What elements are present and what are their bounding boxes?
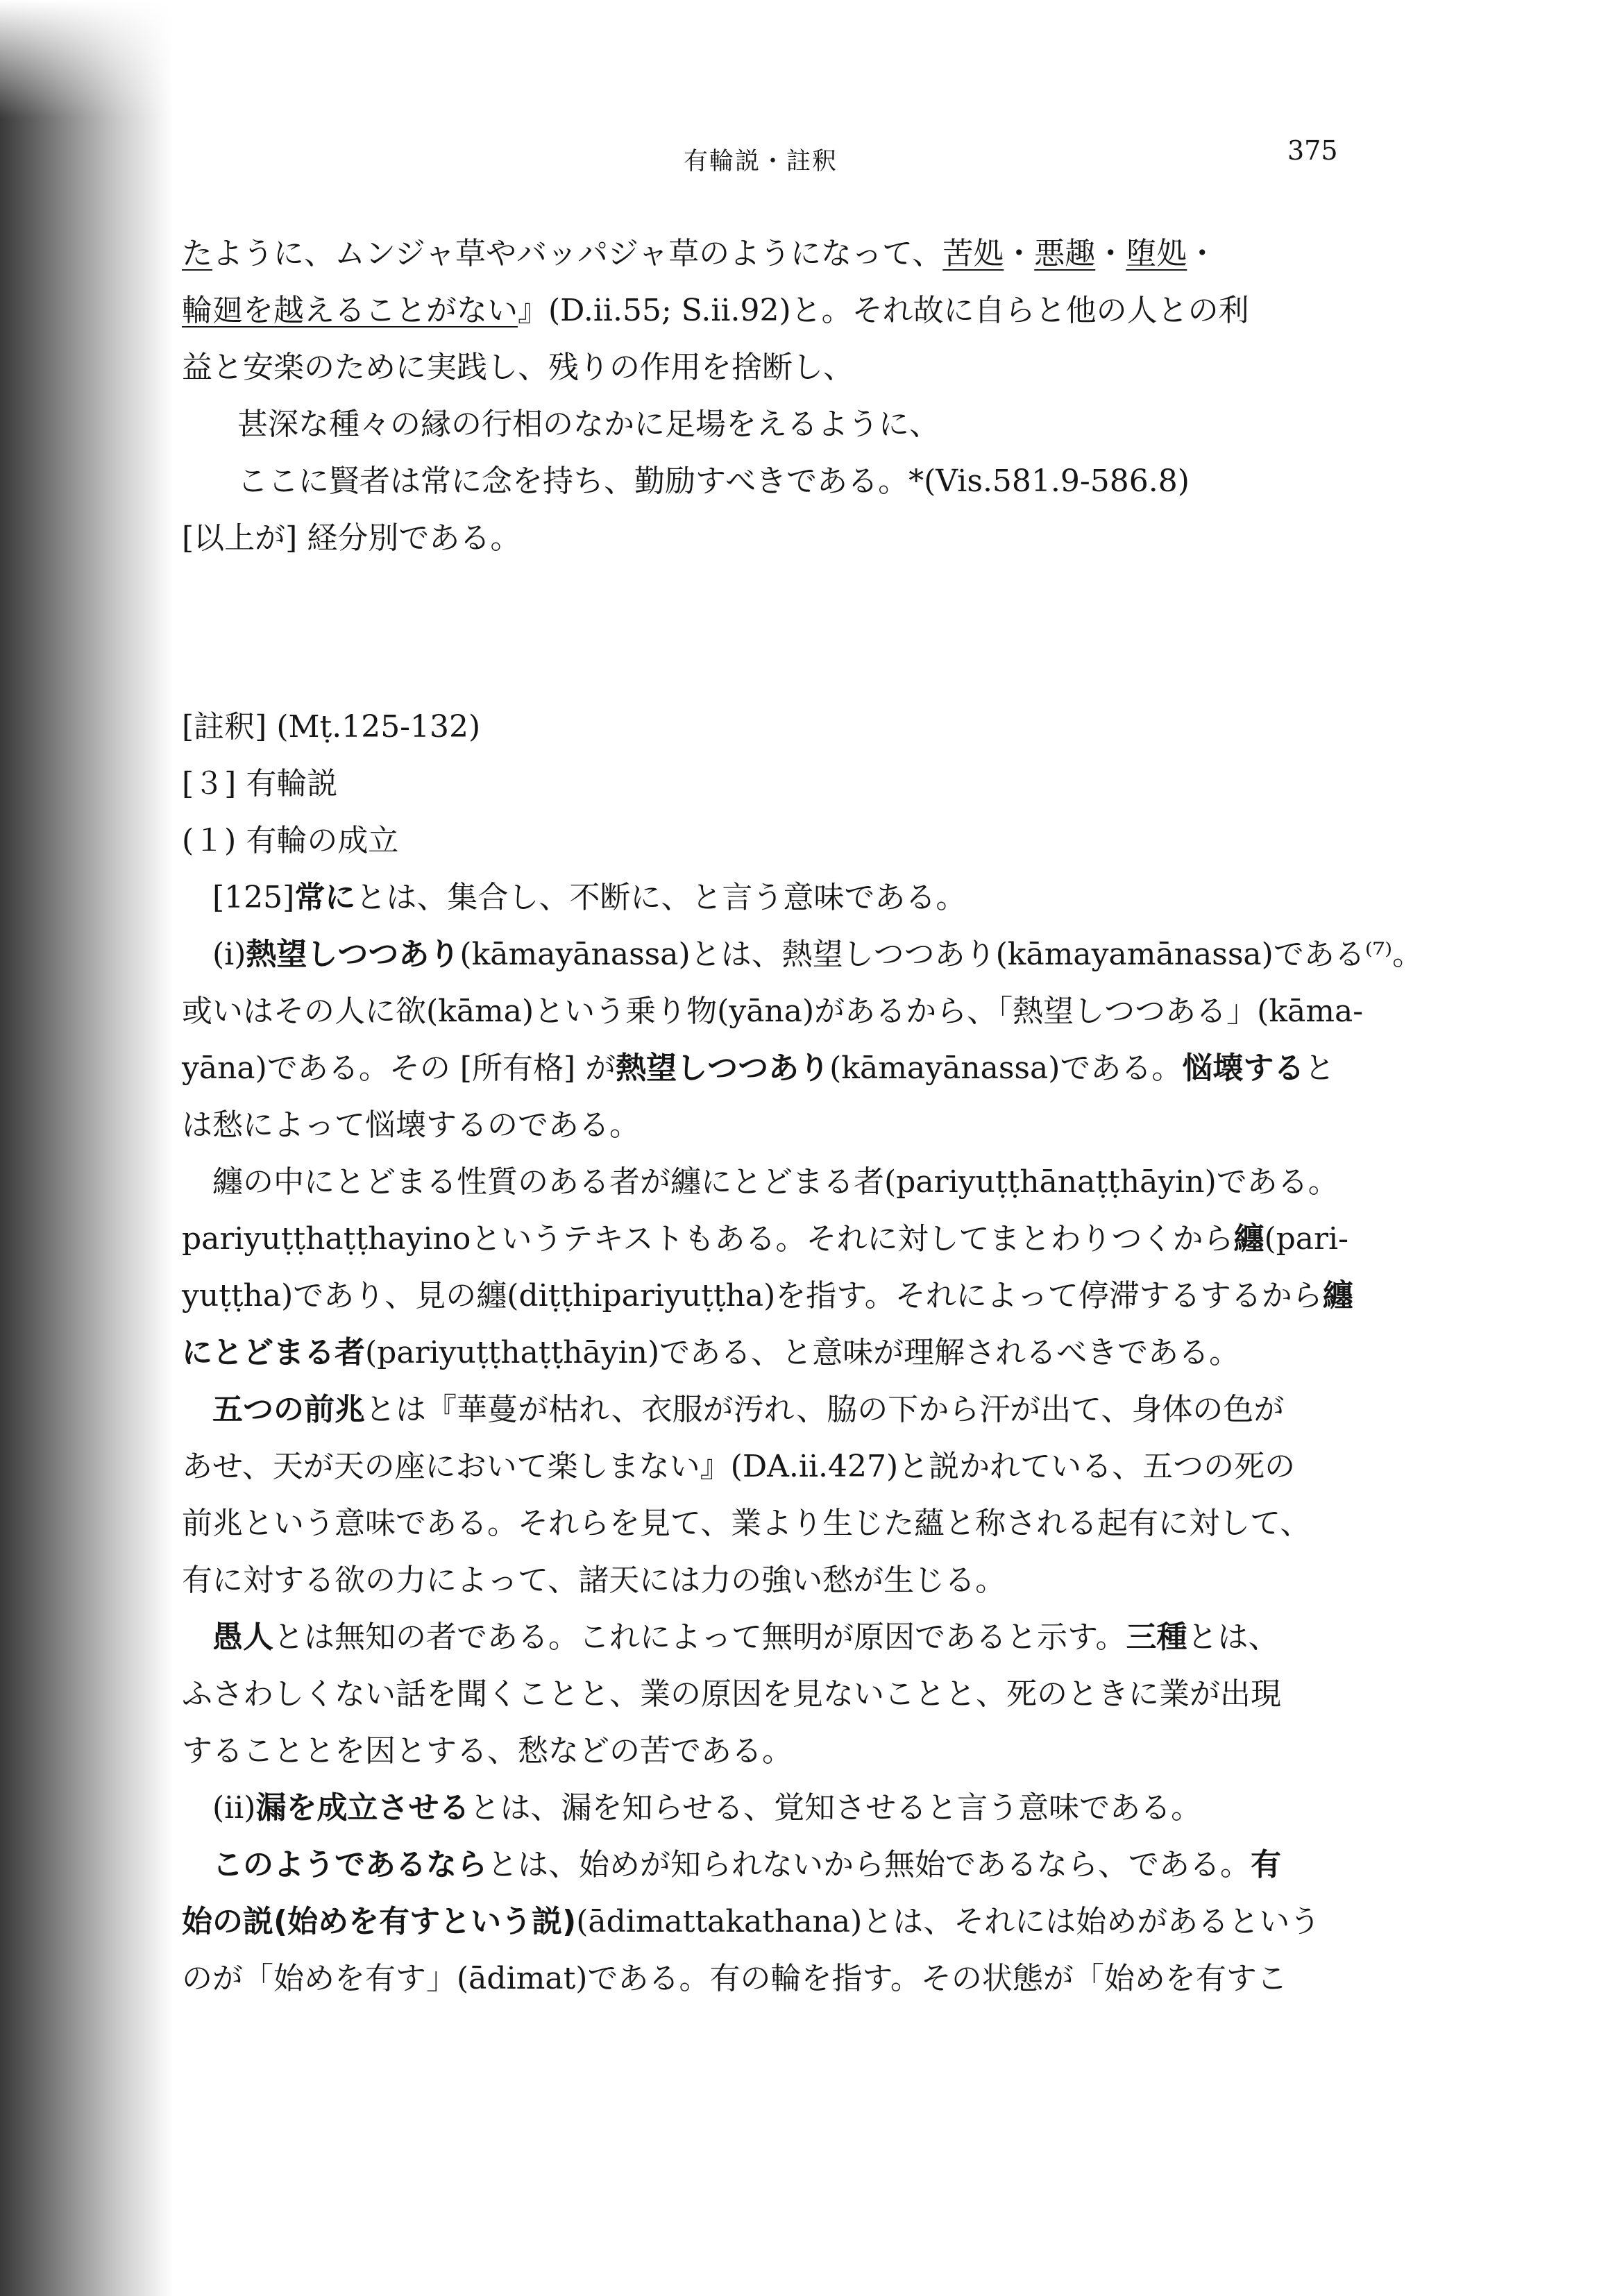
text-segment: は愁によって悩壊するのである。 bbox=[182, 1107, 640, 1143]
text-line bbox=[182, 699, 1403, 756]
page-header bbox=[0, 135, 1624, 184]
bold-term: 悩壊する bbox=[1182, 1051, 1305, 1086]
text-segment: ・ bbox=[1095, 236, 1126, 271]
text-segment: ここに賢者は常に念を持ち、勤励すべきである。*(Vis.581.9-586.8) bbox=[237, 464, 1190, 499]
binding-shadow bbox=[0, 0, 174, 2296]
text-segment: [以上が] 経分別である。 bbox=[182, 520, 521, 556]
section-gap bbox=[182, 567, 1403, 699]
bold-term: 始の説(始めを有すという説) bbox=[182, 1904, 577, 1939]
underlined-text: 悪趣 bbox=[1034, 236, 1096, 271]
text-line bbox=[182, 1097, 1403, 1154]
text-line bbox=[182, 1837, 1403, 1894]
bold-term: このようであるなら bbox=[212, 1847, 487, 1882]
text-segment: (kāmayānassa)とは、熱望しつつあり(kāmayamānassa)である⁽⁷⁾。 bbox=[459, 937, 1423, 972]
text-line bbox=[182, 339, 1403, 396]
text-segment: (１) 有輪の成立 bbox=[182, 823, 399, 858]
text-line bbox=[182, 813, 1403, 869]
text-segment: することとを因とする、愁などの苦である。 bbox=[182, 1733, 793, 1769]
page-number: 375 bbox=[1287, 135, 1338, 166]
text-segment: ・ bbox=[1187, 236, 1218, 271]
text-segment: [125] bbox=[212, 880, 295, 915]
text-line bbox=[182, 510, 1403, 567]
text-segment: とは、漏を知らせる、覚知させると言う意味である。 bbox=[469, 1790, 1202, 1826]
text-segment: とは、集合し、不断に、と言う意味である。 bbox=[355, 880, 967, 915]
running-title: 有輪説・註釈 bbox=[684, 148, 838, 176]
text-segment: 纏の中にとどまる性質のある者が纏にとどまる者(pariyuṭṭhānaṭṭhāyin)である。 bbox=[212, 1164, 1339, 1200]
text-line bbox=[182, 282, 1403, 339]
bold-term: 常に bbox=[294, 880, 356, 915]
text-segment: yāna)である。その [所有格] が bbox=[182, 1051, 616, 1086]
text-segment: あせ、天が天の座において楽しまない』(DA.ii.427)と説かれている、五つの死の bbox=[182, 1449, 1296, 1484]
text-segment: 甚深な種々の縁の行相のなかに足場をえるように、 bbox=[237, 407, 940, 442]
text-line bbox=[182, 1211, 1403, 1268]
text-line bbox=[182, 1552, 1403, 1609]
text-line bbox=[182, 226, 1403, 282]
bold-term: 纏 bbox=[1233, 1221, 1264, 1257]
underlined-text: 堕処 bbox=[1126, 236, 1187, 271]
text-line bbox=[182, 1438, 1403, 1495]
text-segment: 有に対する欲の力によって、諸天には力の強い愁が生じる。 bbox=[182, 1563, 1006, 1598]
text-segment: yuṭṭha)であり、見の纏(diṭṭhipariyuṭṭha)を指す。それによって停滞するするから bbox=[182, 1278, 1323, 1313]
text-segment: と bbox=[1304, 1051, 1335, 1086]
text-segment: ように、ムンジャ草やバッパジャ草のようになって、 bbox=[212, 236, 943, 271]
text-segment: ふさわしくない話を聞くことと、業の原因を見ないことと、死のときに業が出現 bbox=[182, 1676, 1281, 1712]
bold-term: 愚人 bbox=[212, 1619, 273, 1655]
text-segment: ・ bbox=[1004, 236, 1035, 271]
bold-term: 三種 bbox=[1126, 1619, 1187, 1655]
text-segment: 益と安楽のために実践し、残りの作用を捨断し、 bbox=[182, 350, 854, 385]
text-segment: (ii) bbox=[212, 1790, 256, 1826]
text-segment: [３] 有輪説 bbox=[182, 766, 338, 801]
text-line bbox=[182, 1780, 1403, 1837]
bold-term: 漏を成立させる bbox=[255, 1790, 470, 1826]
text-line bbox=[182, 1040, 1403, 1097]
text-segment: のが「始めを有す」(ādimat)である。有の輪を指す。その状態が「始めを有すこ bbox=[182, 1961, 1287, 1996]
text-line bbox=[182, 926, 1423, 983]
text-line bbox=[182, 1666, 1403, 1723]
text-segment: とは、 bbox=[1187, 1619, 1279, 1655]
text-segment: とは無知の者である。これによって無明が原因であると示す。 bbox=[273, 1619, 1126, 1655]
bold-term: にとどまる者 bbox=[182, 1335, 365, 1370]
text-line bbox=[182, 1268, 1403, 1325]
text-segment: 或いはその人に欲(kāma)という乗り物(yāna)があるから、「熱望しつつある」(kāma- bbox=[182, 994, 1364, 1029]
text-line bbox=[182, 869, 1403, 926]
underlined-text: 輪廻を越えることがない bbox=[182, 293, 518, 328]
text-line bbox=[182, 756, 1403, 813]
underlined-text: た bbox=[182, 236, 212, 271]
text-line bbox=[182, 1950, 1403, 2007]
underlined-text: 苦処 bbox=[942, 236, 1004, 271]
bold-term: 有 bbox=[1251, 1847, 1281, 1882]
text-line bbox=[182, 453, 1403, 510]
text-segment: 』(D.ii.55; S.ii.92)と。それ故に自らと他の人との利 bbox=[518, 293, 1249, 328]
text-segment: 前兆という意味である。それらを見て、業より生じた蘊と称される起有に対して、 bbox=[182, 1506, 1311, 1541]
text-line bbox=[182, 1723, 1403, 1780]
body-text bbox=[182, 226, 1423, 2007]
bold-term: 五つの前兆 bbox=[212, 1392, 365, 1427]
text-line bbox=[182, 1325, 1403, 1381]
bold-term: 纏 bbox=[1322, 1278, 1353, 1313]
bold-term: 熱望しつつあり bbox=[246, 937, 460, 972]
bold-term: 熱望しつつあり bbox=[616, 1051, 830, 1086]
text-line bbox=[182, 396, 1403, 453]
binding-fade bbox=[0, 0, 174, 118]
text-segment: (pariyuṭṭhaṭṭhāyin)である、と意味が理解されるべきである。 bbox=[365, 1335, 1240, 1370]
text-line bbox=[182, 983, 1403, 1040]
text-line bbox=[182, 1609, 1403, 1666]
text-segment: (kāmayānassa)である。 bbox=[829, 1051, 1183, 1086]
text-line bbox=[182, 1154, 1403, 1211]
text-segment: pariyuṭṭhaṭṭhayinoというテキストもある。それに対してまとわりつくから bbox=[182, 1221, 1234, 1257]
text-segment: [註釈] (Mṭ.125-132) bbox=[182, 709, 481, 745]
text-segment: (ādimattakathana)とは、それには始めがあるという bbox=[576, 1904, 1321, 1939]
text-segment: (pari- bbox=[1264, 1221, 1348, 1257]
text-line bbox=[182, 1495, 1403, 1552]
text-segment: とは、始めが知られないから無始であるなら、である。 bbox=[487, 1847, 1251, 1882]
text-line bbox=[182, 1381, 1403, 1438]
text-line bbox=[182, 1894, 1403, 1950]
text-segment: (i) bbox=[212, 937, 246, 972]
text-segment: とは『華蔓が枯れ、衣服が汚れ、脇の下から汗が出て、身体の色が bbox=[365, 1392, 1285, 1427]
